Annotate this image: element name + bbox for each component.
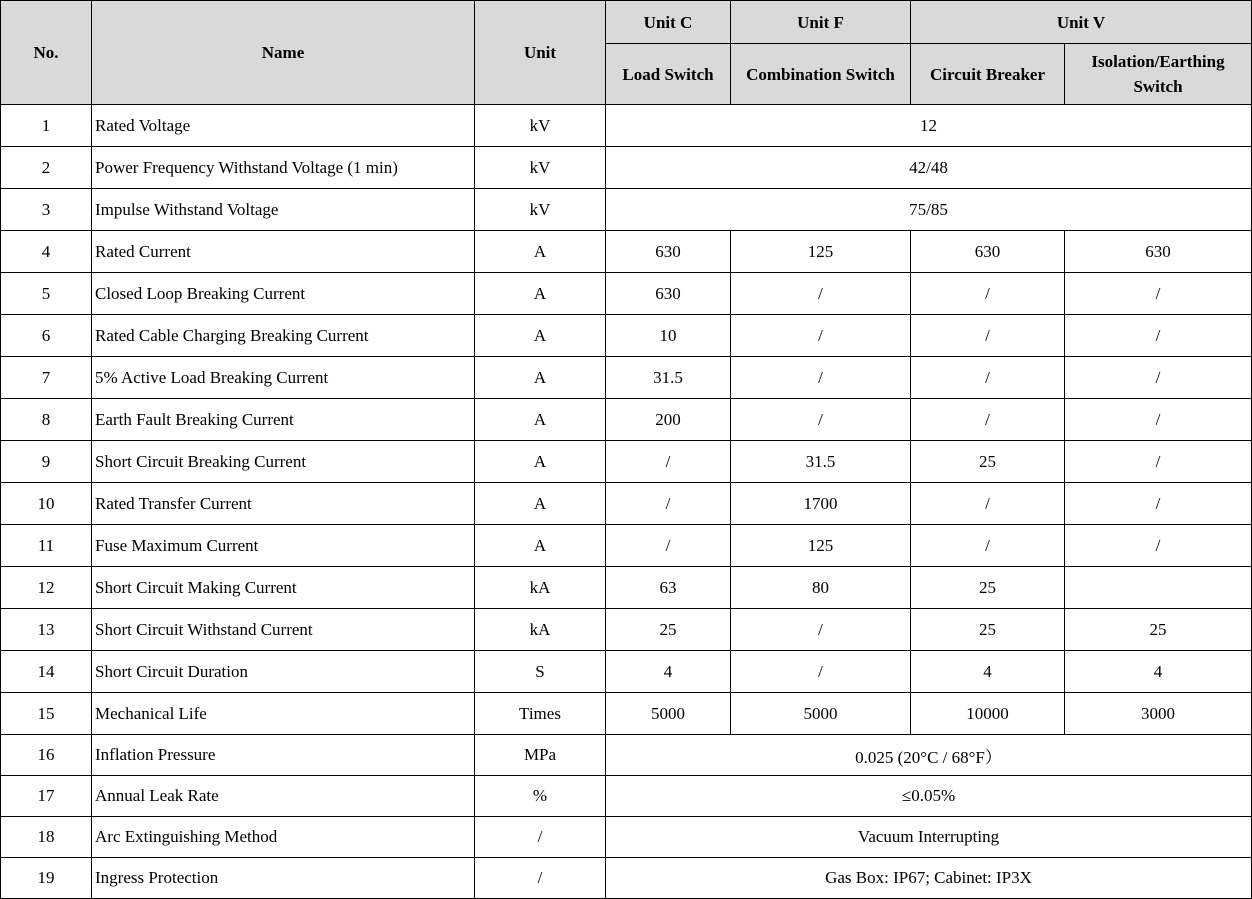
row-number: 1 <box>1 105 92 147</box>
header-group-unit-v: Unit V <box>911 1 1252 44</box>
row-name: Short Circuit Making Current <box>92 567 475 609</box>
value-circuit-breaker: / <box>911 483 1065 525</box>
row-name: Short Circuit Withstand Current <box>92 609 475 651</box>
row-number: 18 <box>1 817 92 858</box>
row-unit: kV <box>475 189 606 231</box>
value-combination-switch: / <box>731 399 911 441</box>
row-number: 15 <box>1 693 92 735</box>
row-unit: % <box>475 776 606 817</box>
row-unit: A <box>475 483 606 525</box>
row-name: Closed Loop Breaking Current <box>92 273 475 315</box>
row-unit: A <box>475 441 606 483</box>
header-combination-switch: Combination Switch <box>731 44 911 105</box>
value-load-switch: 4 <box>606 651 731 693</box>
value-combination-switch: / <box>731 651 911 693</box>
value-isolation-earthing-switch: 630 <box>1065 231 1252 273</box>
row-value-all-units: ≤0.05% <box>606 776 1252 817</box>
value-load-switch: 10 <box>606 315 731 357</box>
table-row <box>1 105 1252 147</box>
table-row <box>1 315 1252 357</box>
row-name: Rated Current <box>92 231 475 273</box>
table-row <box>1 817 1252 858</box>
row-value-all-units: 0.025 (20°C / 68°F） <box>606 735 1252 776</box>
row-value-all-units: 75/85 <box>606 189 1252 231</box>
table-row <box>1 651 1252 693</box>
row-name: Annual Leak Rate <box>92 776 475 817</box>
row-name: Fuse Maximum Current <box>92 525 475 567</box>
value-circuit-breaker: / <box>911 399 1065 441</box>
value-circuit-breaker: 10000 <box>911 693 1065 735</box>
value-isolation-earthing-switch: / <box>1065 315 1252 357</box>
table-row <box>1 776 1252 817</box>
table-row <box>1 357 1252 399</box>
row-name: Inflation Pressure <box>92 735 475 776</box>
table-row <box>1 147 1252 189</box>
row-unit: kA <box>475 609 606 651</box>
value-combination-switch: 31.5 <box>731 441 911 483</box>
row-number: 2 <box>1 147 92 189</box>
value-circuit-breaker: 25 <box>911 441 1065 483</box>
value-isolation-earthing-switch: / <box>1065 357 1252 399</box>
table-row <box>1 231 1252 273</box>
table-body <box>1 105 1252 899</box>
value-isolation-earthing-switch: 25 <box>1065 609 1252 651</box>
row-unit: A <box>475 399 606 441</box>
row-number: 5 <box>1 273 92 315</box>
row-name: Rated Cable Charging Breaking Current <box>92 315 475 357</box>
value-load-switch: / <box>606 483 731 525</box>
table-row <box>1 189 1252 231</box>
value-isolation-earthing-switch: / <box>1065 525 1252 567</box>
value-load-switch: 25 <box>606 609 731 651</box>
row-number: 12 <box>1 567 92 609</box>
value-circuit-breaker: 25 <box>911 567 1065 609</box>
row-value-all-units: Vacuum Interrupting <box>606 817 1252 858</box>
table-row <box>1 483 1252 525</box>
header-unit: Unit <box>475 1 606 105</box>
header-group-unit-f: Unit F <box>731 1 911 44</box>
header-load-switch: Load Switch <box>606 44 731 105</box>
table-row <box>1 735 1252 776</box>
row-number: 8 <box>1 399 92 441</box>
value-combination-switch: 5000 <box>731 693 911 735</box>
row-number: 16 <box>1 735 92 776</box>
row-number: 11 <box>1 525 92 567</box>
row-name: Power Frequency Withstand Voltage (1 min) <box>92 147 475 189</box>
row-number: 3 <box>1 189 92 231</box>
table-row <box>1 399 1252 441</box>
row-unit: S <box>475 651 606 693</box>
row-value-all-units: 42/48 <box>606 147 1252 189</box>
row-name: 5% Active Load Breaking Current <box>92 357 475 399</box>
value-combination-switch: 1700 <box>731 483 911 525</box>
row-unit: / <box>475 817 606 858</box>
table-row <box>1 273 1252 315</box>
row-value-all-units: Gas Box: IP67; Cabinet: IP3X <box>606 858 1252 899</box>
value-circuit-breaker: / <box>911 315 1065 357</box>
table-row <box>1 858 1252 899</box>
table-row <box>1 693 1252 735</box>
value-load-switch: 630 <box>606 273 731 315</box>
row-name: Rated Transfer Current <box>92 483 475 525</box>
header-isolation-earthing-switch: Isolation/Earthing Switch <box>1065 44 1252 105</box>
header-name: Name <box>92 1 475 105</box>
value-combination-switch: 80 <box>731 567 911 609</box>
row-number: 4 <box>1 231 92 273</box>
value-isolation-earthing-switch <box>1065 567 1252 609</box>
value-load-switch: 31.5 <box>606 357 731 399</box>
value-circuit-breaker: / <box>911 357 1065 399</box>
header-circuit-breaker: Circuit Breaker <box>911 44 1065 105</box>
table-row <box>1 567 1252 609</box>
row-number: 19 <box>1 858 92 899</box>
row-unit: A <box>475 525 606 567</box>
row-name: Impulse Withstand Voltage <box>92 189 475 231</box>
row-name: Mechanical Life <box>92 693 475 735</box>
row-unit: / <box>475 858 606 899</box>
row-number: 6 <box>1 315 92 357</box>
value-isolation-earthing-switch: / <box>1065 441 1252 483</box>
row-number: 10 <box>1 483 92 525</box>
row-number: 14 <box>1 651 92 693</box>
row-unit: A <box>475 273 606 315</box>
value-combination-switch: / <box>731 315 911 357</box>
row-name: Rated Voltage <box>92 105 475 147</box>
value-circuit-breaker: 4 <box>911 651 1065 693</box>
value-load-switch: 63 <box>606 567 731 609</box>
row-unit: kV <box>475 105 606 147</box>
value-isolation-earthing-switch: 4 <box>1065 651 1252 693</box>
row-name: Ingress Protection <box>92 858 475 899</box>
row-unit: kA <box>475 567 606 609</box>
table-row <box>1 525 1252 567</box>
row-unit: kV <box>475 147 606 189</box>
value-load-switch: 5000 <box>606 693 731 735</box>
value-load-switch: 200 <box>606 399 731 441</box>
value-combination-switch: / <box>731 609 911 651</box>
value-isolation-earthing-switch: / <box>1065 483 1252 525</box>
value-load-switch: / <box>606 441 731 483</box>
table-header <box>1 1 1252 105</box>
table-row <box>1 441 1252 483</box>
value-circuit-breaker: / <box>911 525 1065 567</box>
row-number: 17 <box>1 776 92 817</box>
row-number: 13 <box>1 609 92 651</box>
value-combination-switch: 125 <box>731 525 911 567</box>
row-name: Short Circuit Breaking Current <box>92 441 475 483</box>
row-unit: A <box>475 357 606 399</box>
row-name: Arc Extinguishing Method <box>92 817 475 858</box>
value-load-switch: 630 <box>606 231 731 273</box>
row-name: Earth Fault Breaking Current <box>92 399 475 441</box>
row-value-all-units: 12 <box>606 105 1252 147</box>
value-load-switch: / <box>606 525 731 567</box>
value-circuit-breaker: 630 <box>911 231 1065 273</box>
value-combination-switch: / <box>731 273 911 315</box>
row-unit: MPa <box>475 735 606 776</box>
value-isolation-earthing-switch: / <box>1065 273 1252 315</box>
row-unit: A <box>475 231 606 273</box>
row-number: 7 <box>1 357 92 399</box>
row-unit: Times <box>475 693 606 735</box>
value-isolation-earthing-switch: 3000 <box>1065 693 1252 735</box>
table-row <box>1 609 1252 651</box>
row-name: Short Circuit Duration <box>92 651 475 693</box>
value-circuit-breaker: 25 <box>911 609 1065 651</box>
value-isolation-earthing-switch: / <box>1065 399 1252 441</box>
value-combination-switch: / <box>731 357 911 399</box>
value-circuit-breaker: / <box>911 273 1065 315</box>
value-combination-switch: 125 <box>731 231 911 273</box>
header-no: No. <box>1 1 92 105</box>
header-group-unit-c: Unit C <box>606 1 731 44</box>
row-number: 9 <box>1 441 92 483</box>
row-unit: A <box>475 315 606 357</box>
header-row-groups <box>1 1 1252 44</box>
